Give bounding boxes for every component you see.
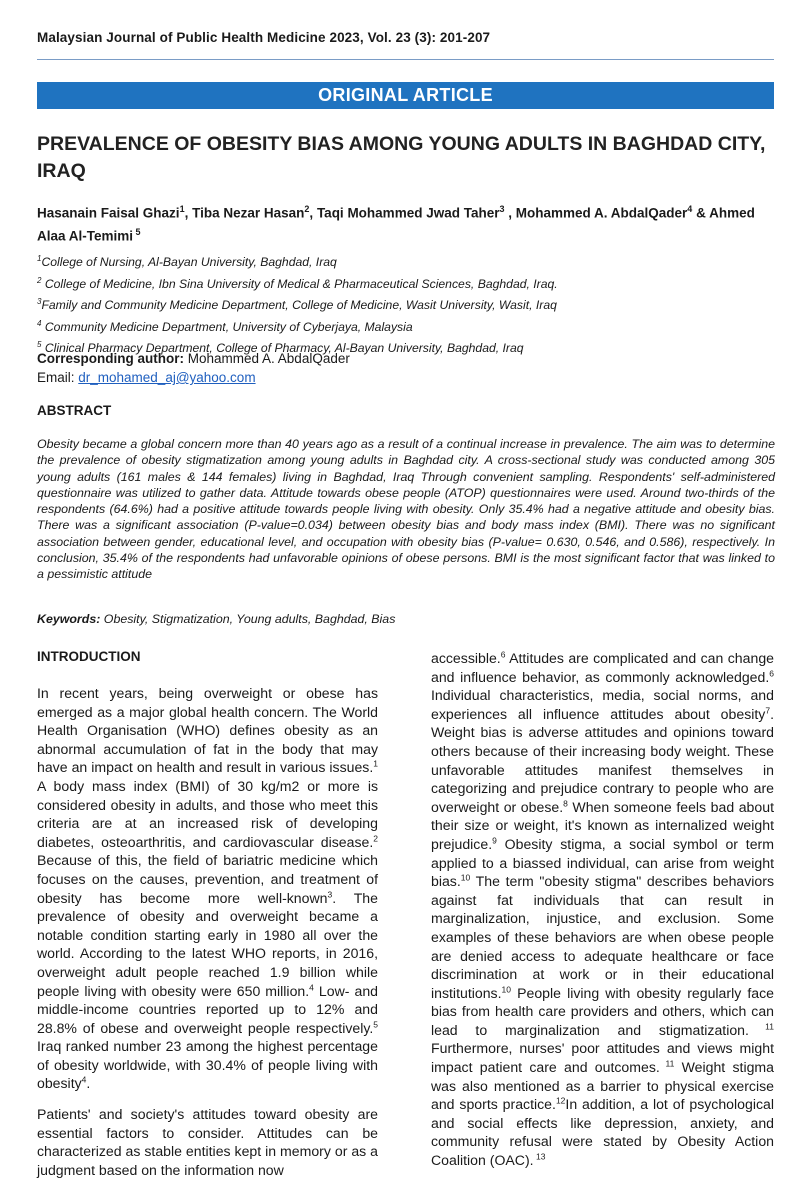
- keywords: [37, 612, 395, 626]
- author-affiliation-ref: 1: [179, 204, 185, 214]
- text-run: .: [86, 1075, 91, 1092]
- affiliation-number: 5: [37, 340, 42, 350]
- author-name: Tiba Nezar Hasan: [192, 205, 305, 221]
- citation-ref: 2: [373, 833, 378, 844]
- abstract-text: Obesity became a global concern more than 40 years ago as a result of a continual increase in prevalence. The aim was to determine the prevalence of obesity stigmatization among young adults in Baghdad city. A cross-sectional study was conducted among 305 young adults (161 males & 144 females) living in Baghdad, Iraq Through convenient sampling. Respondents' self-administered questionnaire was utilized to gather data. Attitude towards obese people (ATOP) questionnaires were used. Around two-thirds of the respondents (64.6%) had a positive attitude towards people living with obesity. Only 35.4% had a negative attitude and obesity bias. There was a significant association (P-value=0.034) between obesity bias and body mass index (BMI). There was no significant association between gender, educational level, and occupation with obesity bias (P-value= 0.630, 0.546, and 0.586), respectively. In conclusion, 35.4% of the respondents had unfavorable opinions of obese persons. BMI is the most significant factor that was linked to a pessimistic attitude: [37, 437, 775, 582]
- author-name: Taqi Mohammed Jwad Taher: [316, 205, 500, 221]
- keywords-text: Obesity, Stigmatization, Young adults, Baghdad, Bias: [100, 612, 396, 626]
- author-name: & Ahmed Alaa Al-Temimi: [37, 205, 755, 243]
- text-run: Obesity stigma, a social symbol or term applied to a biassed individual, can arise from weight bias.: [431, 835, 774, 890]
- affiliation-text: College of Medicine, Ibn Sina University of Medical & Pharmaceutical Sciences, Baghdad, Iraq.: [41, 276, 558, 291]
- citation-ref: 6: [769, 667, 774, 678]
- citation-ref: 7: [765, 705, 771, 716]
- author-name: Mohammed A. AbdalQader: [515, 205, 688, 221]
- citation-ref: 6: [500, 649, 506, 660]
- affiliation-text: College of Nursing, Al-Bayan University, Baghdad, Iraq: [41, 255, 337, 270]
- paragraph-text: [431, 649, 774, 1170]
- citation-ref: 9: [492, 835, 497, 846]
- citation-ref: 11: [659, 1058, 675, 1069]
- citation-ref: 12: [555, 1095, 566, 1106]
- affiliation-text: Community Medicine Department, University of Cyberjaya, Malaysia: [41, 319, 413, 334]
- affiliation-item: [37, 315, 777, 337]
- text-run: accessible.: [431, 650, 501, 666]
- email-link[interactable]: dr_mohamed_aj@yahoo.com: [78, 370, 256, 385]
- corresponding-name: Mohammed A. AbdalQader: [184, 351, 350, 366]
- text-run: When someone feels bad about their size or weight, it's known as internalized weight prejudice.: [431, 798, 774, 852]
- text-run: . The prevalence of obesity and overweight became a notable condition starting early in 1980 all over the world. According to the latest WHO reports, in 2016, overweight adult people reached 1.9 billion while people living with obesity were 650 million.: [37, 889, 378, 999]
- author-list: [37, 200, 777, 245]
- affiliation-item: [37, 250, 777, 272]
- citation-ref: 1: [373, 758, 378, 769]
- text-run: Weight stigma was also mentioned as a barrier to physical exercise and sports practice.: [431, 1059, 774, 1113]
- citation-ref: 4: [309, 981, 314, 992]
- text-run: People living with obesity regularly face bias from health care providers and others, which can lead to marginalization and stigmatization.: [431, 984, 774, 1038]
- article-type-banner: ORIGINAL ARTICLE: [37, 82, 774, 109]
- author-affiliation-ref: 3: [499, 204, 505, 214]
- introduction-heading: INTRODUCTION: [37, 649, 141, 664]
- intro-left-paragraph-1: [37, 684, 378, 1093]
- keywords-label: Keywords:: [37, 612, 101, 626]
- author-affiliation-ref: 4: [687, 204, 693, 214]
- citation-ref: 5: [373, 1019, 378, 1029]
- journal-citation: Malaysian Journal of Public Health Medicine 2023, Vol. 23 (3): 201-207: [37, 30, 491, 45]
- affiliation-text: Clinical Pharmacy Department, College of Pharmacy, Al-Bayan University, Baghdad, Iraq: [41, 341, 524, 356]
- text-run: Individual characteristics, media, social norms, and experiences all influence attitudes about obesity: [431, 687, 774, 722]
- text-run: . Weight bias is adverse attitudes and opinions toward others because of their increasing body weight. These unfavorable attitudes manifest themselves in categorizing and prejudice contrary to people who are overweight or obese.: [431, 705, 774, 815]
- corresponding-label: Corresponding author:: [37, 351, 184, 366]
- abstract-heading: ABSTRACT: [37, 403, 112, 418]
- citation-ref: 13: [533, 1151, 546, 1162]
- citation-ref: 10: [501, 984, 511, 994]
- text-run: The term "obesity stigma" describes behaviors against fat individuals that can result in marginalization, injustice, and exclusion. Some examples of these behaviors are when obese people are denied access to adequate healthcare or face discrimination at work or in their educational institutions.: [431, 873, 774, 1001]
- citation-ref: 4: [81, 1074, 87, 1085]
- text-run: Low- and middle-income countries reported up to 12% and 28.8% of obese and overweight people respectively.: [37, 982, 378, 1036]
- corresponding-author: [37, 349, 350, 387]
- author-affiliation-ref: 2: [304, 204, 310, 214]
- author-name: Hasanain Faisal Ghazi: [37, 205, 180, 221]
- author-affiliation-ref: 5: [133, 226, 141, 237]
- email-label: Email:: [37, 370, 79, 385]
- author-separator: ,: [309, 205, 317, 221]
- citation-ref: 3: [327, 888, 333, 899]
- paragraph-text: Patients' and society's attitudes toward obesity are essential factors to consider. Attitudes can be characterized as stable entities kept in memory or as a judgment based on the information now: [37, 1106, 378, 1178]
- intro-left-paragraph-2: [37, 1105, 378, 1179]
- affiliation-list: [37, 250, 777, 358]
- text-run: In recent years, being overweight or obese has emerged as a major global health concern. The World Health Organisation (WHO) defines obesity as an abnormal accumulation of fat in the body that may have an impact on health and result in various issues.: [37, 685, 378, 776]
- affiliation-item: [37, 272, 777, 294]
- text-run: In addition, a lot of psychological and social effects like depression, anxiety, and community refusal were stated by Obesity Action Coalition (OAC).: [431, 1096, 774, 1169]
- affiliation-text: Family and Community Medicine Department, College of Medicine, Wasit University, Wasit, Iraq: [41, 298, 557, 313]
- text-run: Because of this, the field of bariatric medicine which focuses on the causes, prevention, and treatment of obesity has become more well-known: [37, 852, 378, 906]
- author-separator: ,: [504, 205, 516, 221]
- affiliation-item: [37, 293, 777, 315]
- text-run: Iraq ranked number 23 among the highest percentage of obesity worldwide, with 30.4% of people living with obesity: [37, 1038, 378, 1092]
- author-separator: ,: [184, 205, 193, 221]
- paragraph-text: [37, 684, 378, 1093]
- citation-ref: 8: [563, 798, 568, 809]
- affiliation-number: 2: [37, 275, 42, 285]
- header-divider: [37, 59, 774, 60]
- affiliation-number: 3: [37, 297, 42, 307]
- citation-ref: 11: [748, 1021, 774, 1032]
- citation-ref: 10: [460, 872, 471, 883]
- affiliation-number: 4: [37, 318, 42, 328]
- text-run: Furthermore, nurses' poor attitudes and views might impact patient care and outcomes.: [431, 1040, 774, 1076]
- affiliation-number: 1: [37, 254, 42, 263]
- text-run: Attitudes are complicated and can change and influence behavior, as commonly acknowledged.: [431, 650, 774, 685]
- text-run: A body mass index (BMI) of 30 kg/m2 or more is considered obesity in adults, and those who meet this criteria are at an increased risk of developing diabetes, osteoarthritis, and cardiovascular disease.: [37, 777, 378, 850]
- intro-right-column: [431, 649, 774, 1170]
- article-title: PREVALENCE OF OBESITY BIAS AMONG YOUNG ADULTS IN BAGHDAD CITY, IRAQ: [37, 133, 766, 182]
